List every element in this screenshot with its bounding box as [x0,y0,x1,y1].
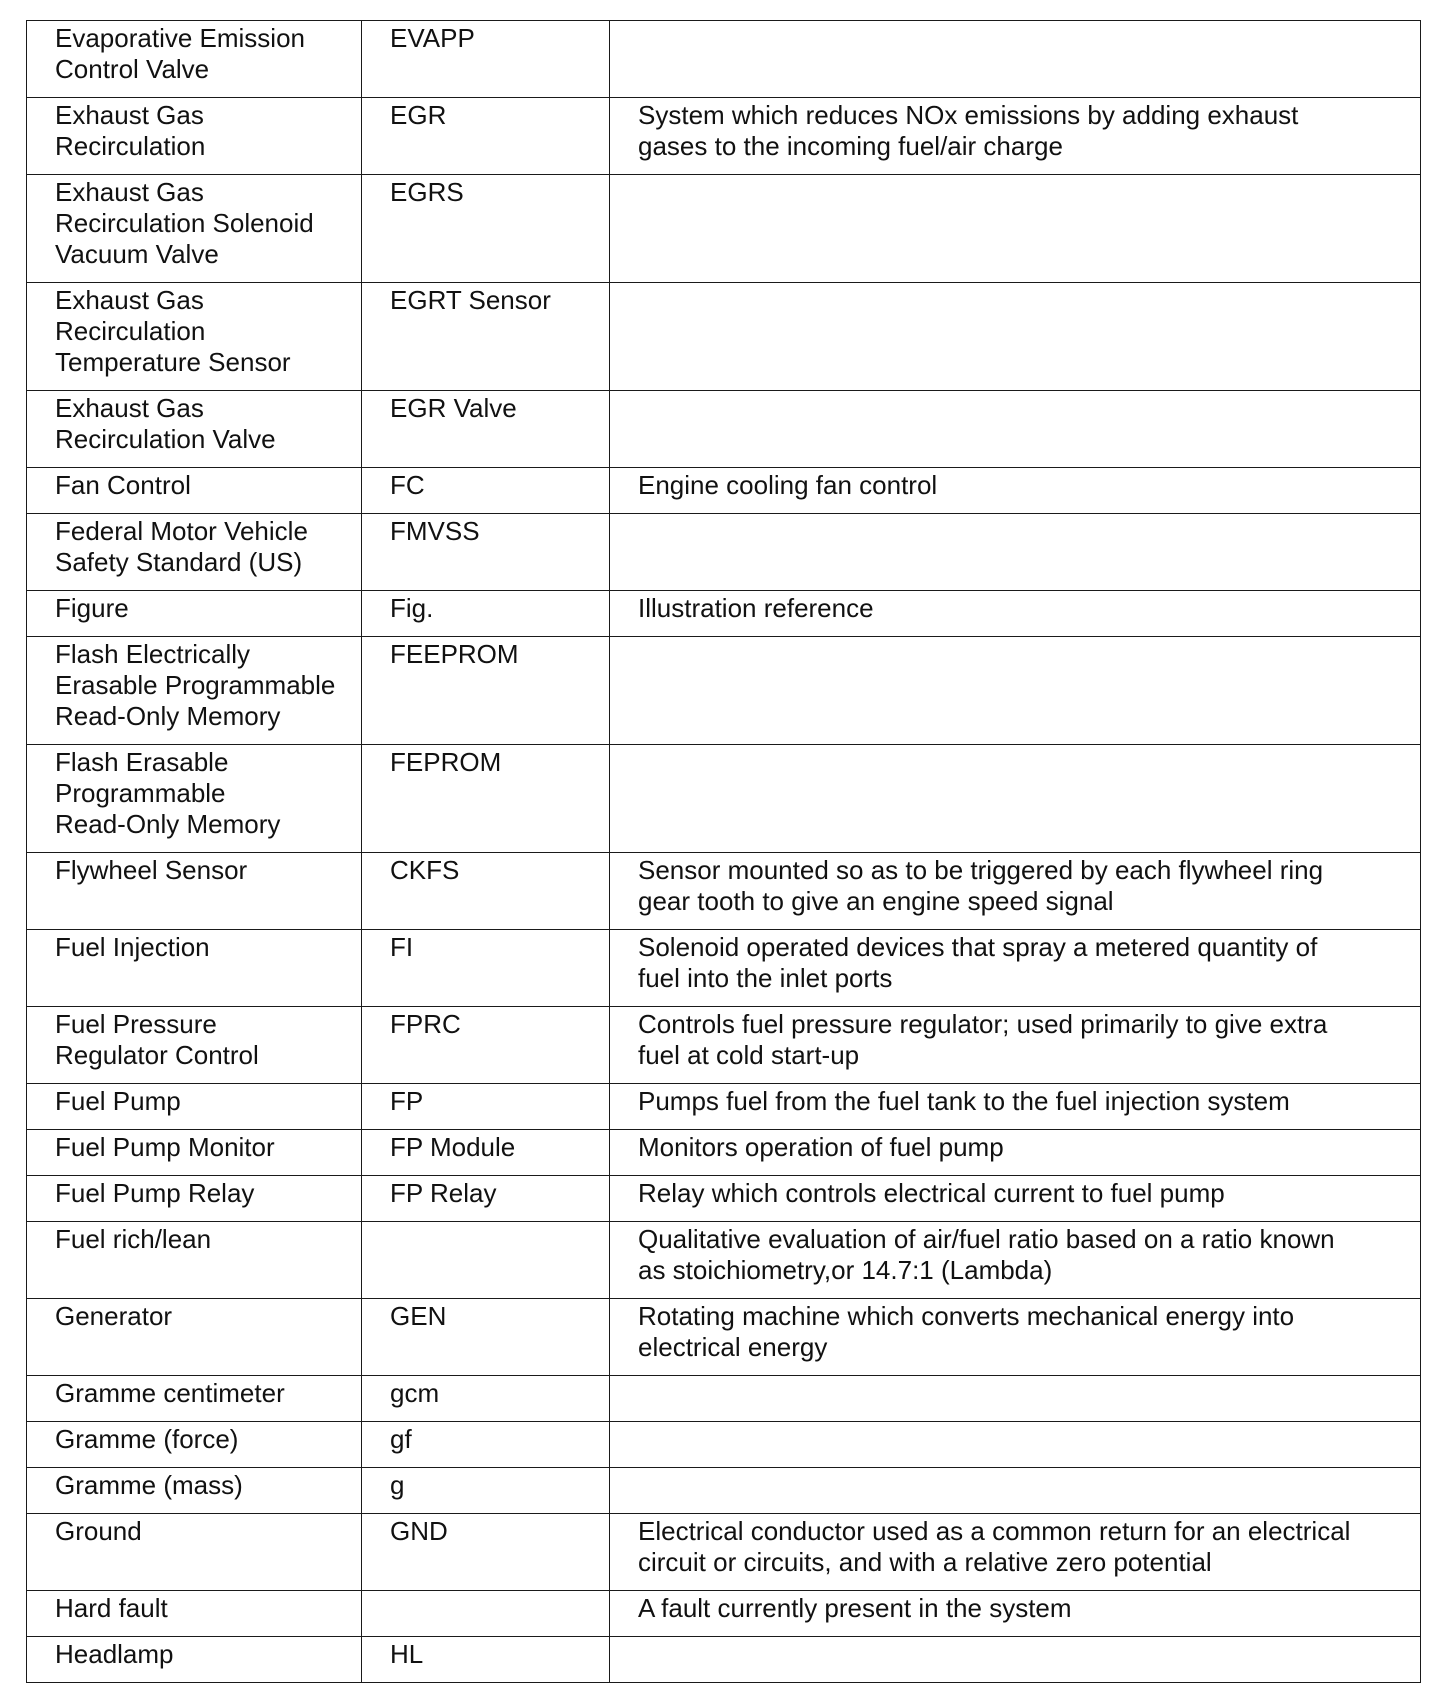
description-cell [610,21,1421,98]
term-cell: Exhaust Gas Recirculation [27,98,362,175]
term-cell: Flash Electrically Erasable Programmable Read-Only Memory [27,637,362,745]
description-cell: Rotating machine which converts mechanical energy into electrical energy [610,1299,1421,1376]
term-cell: Evaporative Emission Control Valve [27,21,362,98]
term-cell: Gramme centimeter [27,1376,362,1422]
term-cell: Exhaust Gas Recirculation Temperature Sensor [27,283,362,391]
abbreviation-cell: FP Relay [362,1176,610,1222]
term-cell: Hard fault [27,1591,362,1637]
description-cell: Relay which controls electrical current to fuel pump [610,1176,1421,1222]
description-cell: Monitors operation of fuel pump [610,1130,1421,1176]
table-row [27,853,1421,930]
abbreviation-cell: EGR [362,98,610,175]
term-cell: Fuel Pump Relay [27,1176,362,1222]
description-cell [610,745,1421,853]
abbreviation-cell: CKFS [362,853,610,930]
term-cell: Fuel Injection [27,930,362,1007]
description-cell: Qualitative evaluation of air/fuel ratio based on a ratio known as stoichiometry,or 14.7:1 (Lambda) [610,1222,1421,1299]
abbreviation-cell: gf [362,1422,610,1468]
description-cell: Electrical conductor used as a common return for an electrical circuit or circuits, and with a relative zero potential [610,1514,1421,1591]
abbreviation-cell: EVAPP [362,21,610,98]
abbreviation-cell: EGR Valve [362,391,610,468]
abbreviation-cell: EGRS [362,175,610,283]
abbreviation-cell: FI [362,930,610,1007]
term-cell: Fuel rich/lean [27,1222,362,1299]
term-cell: Exhaust Gas Recirculation Solenoid Vacuum Valve [27,175,362,283]
abbreviation-cell: FP [362,1084,610,1130]
table-row [27,591,1421,637]
term-cell: Flash Erasable Programmable Read-Only Memory [27,745,362,853]
table-row [27,391,1421,468]
abbreviation-cell: GEN [362,1299,610,1376]
abbreviation-cell: EGRT Sensor [362,283,610,391]
description-cell [610,1422,1421,1468]
abbreviation-cell: FEPROM [362,745,610,853]
abbreviation-cell: g [362,1468,610,1514]
term-cell: Fan Control [27,468,362,514]
table-row [27,745,1421,853]
abbreviation-cell: FP Module [362,1130,610,1176]
table-row [27,98,1421,175]
table-row [27,1637,1421,1683]
description-cell: System which reduces NOx emissions by adding exhaust gases to the incoming fuel/air charge [610,98,1421,175]
description-cell: Pumps fuel from the fuel tank to the fuel injection system [610,1084,1421,1130]
description-cell [610,283,1421,391]
term-cell: Flywheel Sensor [27,853,362,930]
term-cell: Gramme (force) [27,1422,362,1468]
table-row [27,1130,1421,1176]
table-row [27,930,1421,1007]
description-cell: Controls fuel pressure regulator; used primarily to give extra fuel at cold start-up [610,1007,1421,1084]
abbreviation-cell: HL [362,1637,610,1683]
table-row [27,1176,1421,1222]
table-row [27,1299,1421,1376]
abbreviation-cell: gcm [362,1376,610,1422]
table-row [27,1468,1421,1514]
table-row [27,1422,1421,1468]
description-cell [610,1376,1421,1422]
term-cell: Exhaust Gas Recirculation Valve [27,391,362,468]
term-cell: Ground [27,1514,362,1591]
abbreviation-cell: Fig. [362,591,610,637]
description-cell [610,391,1421,468]
description-cell: Sensor mounted so as to be triggered by each flywheel ring gear tooth to give an engine speed signal [610,853,1421,930]
table-row [27,1514,1421,1591]
term-cell: Generator [27,1299,362,1376]
description-cell [610,1468,1421,1514]
glossary-table [26,20,1421,1683]
table-row [27,637,1421,745]
description-cell: A fault currently present in the system [610,1591,1421,1637]
table-row [27,514,1421,591]
table-row [27,1376,1421,1422]
term-cell: Headlamp [27,1637,362,1683]
description-cell [610,514,1421,591]
term-cell: Fuel Pump Monitor [27,1130,362,1176]
term-cell: Gramme (mass) [27,1468,362,1514]
term-cell: Fuel Pressure Regulator Control [27,1007,362,1084]
table-row [27,468,1421,514]
table-row [27,1222,1421,1299]
table-row [27,1084,1421,1130]
term-cell: Fuel Pump [27,1084,362,1130]
description-cell: Illustration reference [610,591,1421,637]
description-cell [610,637,1421,745]
term-cell: Figure [27,591,362,637]
description-cell [610,1637,1421,1683]
table-row [27,1007,1421,1084]
abbreviation-cell: FC [362,468,610,514]
abbreviation-cell: FMVSS [362,514,610,591]
glossary-table-body [27,21,1421,1683]
table-row [27,175,1421,283]
abbreviation-cell: FEEPROM [362,637,610,745]
abbreviation-cell [362,1222,610,1299]
table-row [27,1591,1421,1637]
table-row [27,283,1421,391]
description-cell [610,175,1421,283]
term-cell: Federal Motor Vehicle Safety Standard (US) [27,514,362,591]
description-cell: Engine cooling fan control [610,468,1421,514]
abbreviation-cell [362,1591,610,1637]
table-row [27,21,1421,98]
description-cell: Solenoid operated devices that spray a metered quantity of fuel into the inlet ports [610,930,1421,1007]
abbreviation-cell: FPRC [362,1007,610,1084]
abbreviation-cell: GND [362,1514,610,1591]
